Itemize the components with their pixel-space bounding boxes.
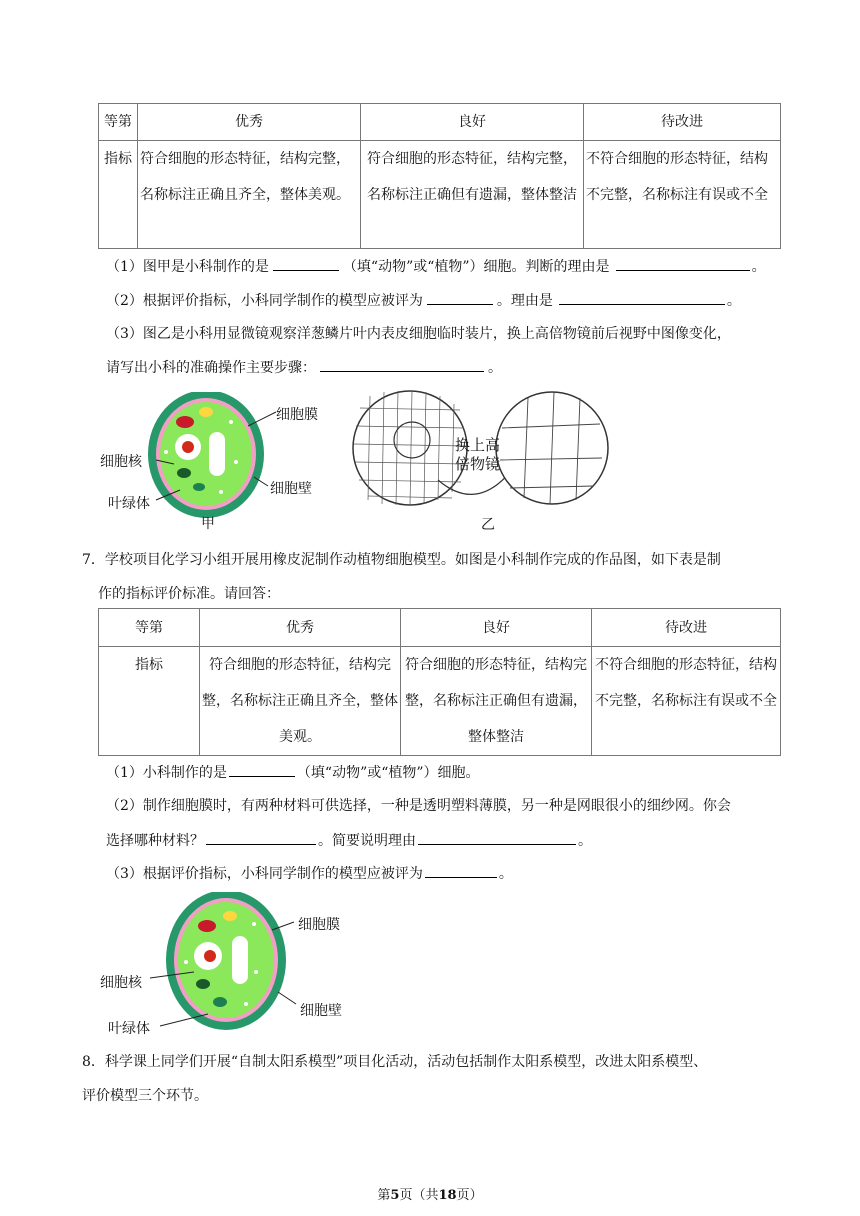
q7-sub3: （3）根据评价指标，小科同学制作的模型应被评为 。: [106, 863, 513, 884]
vacuole-shape: [209, 432, 225, 476]
criteria-improve: 不符合细胞的形态特征，结构不完整，名称标注有误或不全: [584, 141, 781, 249]
criteria-good: 符合细胞的形态特征，结构完整，名称标注正确但有遗漏，整体整洁: [361, 141, 584, 249]
q8-stem-line2: 评价模型三个环节。: [82, 1088, 208, 1104]
q6-sub3-line2: 请写出小科的准确操作主要步骤： 。: [106, 357, 502, 378]
header-grade: 等第: [99, 104, 138, 141]
granule: [229, 420, 233, 424]
header-improve: 待改进: [592, 609, 781, 647]
q6-sub3-line1: （3）图乙是小科用显微镜观察洋葱鳞片叶内表皮细胞临时装片，换上高倍物镜前后视野中图像变化，: [106, 326, 731, 342]
row-label-criteria: 指标: [99, 647, 200, 756]
answer-blank[interactable]: [616, 256, 750, 271]
granule: [252, 922, 256, 926]
answer-blank[interactable]: [418, 830, 576, 845]
q8-stem-line1: 8．科学课上同学们开展“自制太阳系模型”项目化活动，活动包括制作太阳系模型，改进太阳系模型、: [82, 1054, 708, 1070]
answer-blank[interactable]: [559, 290, 725, 305]
answer-blank[interactable]: [273, 256, 339, 271]
row-label-criteria: 指标: [99, 141, 138, 249]
header-excellent: 优秀: [200, 609, 401, 647]
granule: [184, 960, 188, 964]
q6-sub2: （2）根据评价指标，小科同学制作的模型应被评为 。理由是 。: [106, 290, 741, 311]
answer-blank[interactable]: [427, 290, 493, 305]
q7-sub2-line1: （2）制作细胞膜时，有两种材料可供选择，一种是透明塑料薄膜，另一种是网眼很小的细纱网。你会: [106, 798, 731, 814]
granule: [219, 490, 223, 494]
nucleolus-shape: [182, 441, 194, 453]
caption-jia: 甲: [201, 516, 215, 532]
plant-cell-model: [148, 392, 264, 518]
chloroplast-shape: [213, 997, 227, 1007]
criteria-good: 符合细胞的形态特征，结构完整，名称标注正确但有遗漏，整体整洁: [401, 647, 592, 756]
total-pages: 18: [438, 1188, 457, 1203]
q6-sub1: （1）图甲是小科制作的是 （填“动物”或“植物”）细胞。判断的理由是 。: [106, 256, 766, 277]
granule: [234, 460, 238, 464]
label-wall: 细胞壁: [300, 1003, 342, 1019]
label-chloroplast: 叶绿体: [108, 496, 150, 512]
mitochondrion-shape: [176, 416, 194, 428]
evaluation-table-q6: [98, 103, 781, 249]
page-number: 5: [390, 1188, 400, 1203]
chloroplast-shape: [196, 979, 210, 989]
cytoplasm-shape: [160, 402, 252, 506]
organelle-shape: [223, 911, 237, 921]
answer-blank[interactable]: [206, 830, 316, 845]
q7-sub2-line2: 选择哪种材料？ 。简要说明理由 。: [106, 830, 592, 851]
label-chloroplast: 叶绿体: [108, 1021, 150, 1037]
caption-yi: 乙: [481, 517, 495, 533]
nucleolus-shape: [204, 950, 216, 962]
label-membrane: 细胞膜: [276, 407, 318, 423]
granule: [254, 970, 258, 974]
chloroplast-shape: [177, 468, 191, 478]
mitochondrion-shape: [198, 920, 216, 932]
header-good: 良好: [401, 609, 592, 647]
header-good: 良好: [361, 104, 584, 141]
answer-blank[interactable]: [425, 863, 497, 878]
answer-blank[interactable]: [320, 357, 484, 372]
q7-sub1: （1）小科制作的是 （填“动物”或“植物”）细胞。: [106, 762, 480, 783]
page-footer: 第5页（共18页）: [377, 1188, 483, 1203]
q7-stem-line2: 作的指标评价标准。请回答：: [98, 586, 280, 602]
vacuole-shape: [232, 936, 248, 984]
label-membrane: 细胞膜: [298, 917, 340, 933]
criteria-excellent: 符合细胞的形态特征，结构完整，名称标注正确且齐全，整体美观。: [138, 141, 361, 249]
header-improve: 待改进: [584, 104, 781, 141]
answer-blank[interactable]: [229, 762, 295, 777]
plant-cell-model: [166, 892, 286, 1030]
granule: [164, 450, 168, 454]
criteria-excellent: 符合细胞的形态特征，结构完整，名称标注正确且齐全，整体美观。: [200, 647, 401, 756]
criteria-improve: 不符合细胞的形态特征，结构不完整，名称标注有误或不全: [592, 647, 781, 756]
label-nucleus: 细胞核: [100, 975, 142, 991]
evaluation-table-q7: [98, 608, 781, 756]
q7-stem-line1: 7．学校项目化学习小组开展用橡皮泥制作动植物细胞模型。如图是小科制作完成的作品图，如下表是制: [82, 552, 721, 568]
organelle-shape: [199, 407, 213, 417]
chloroplast-shape: [193, 483, 205, 491]
header-grade: 等第: [99, 609, 200, 647]
header-excellent: 优秀: [138, 104, 361, 141]
granule: [244, 1002, 248, 1006]
label-wall: 细胞壁: [270, 481, 312, 497]
leader-line: [278, 992, 296, 1004]
label-nucleus: 细胞核: [100, 454, 142, 470]
arrow-text: 换上高 倍物镜: [455, 436, 501, 473]
